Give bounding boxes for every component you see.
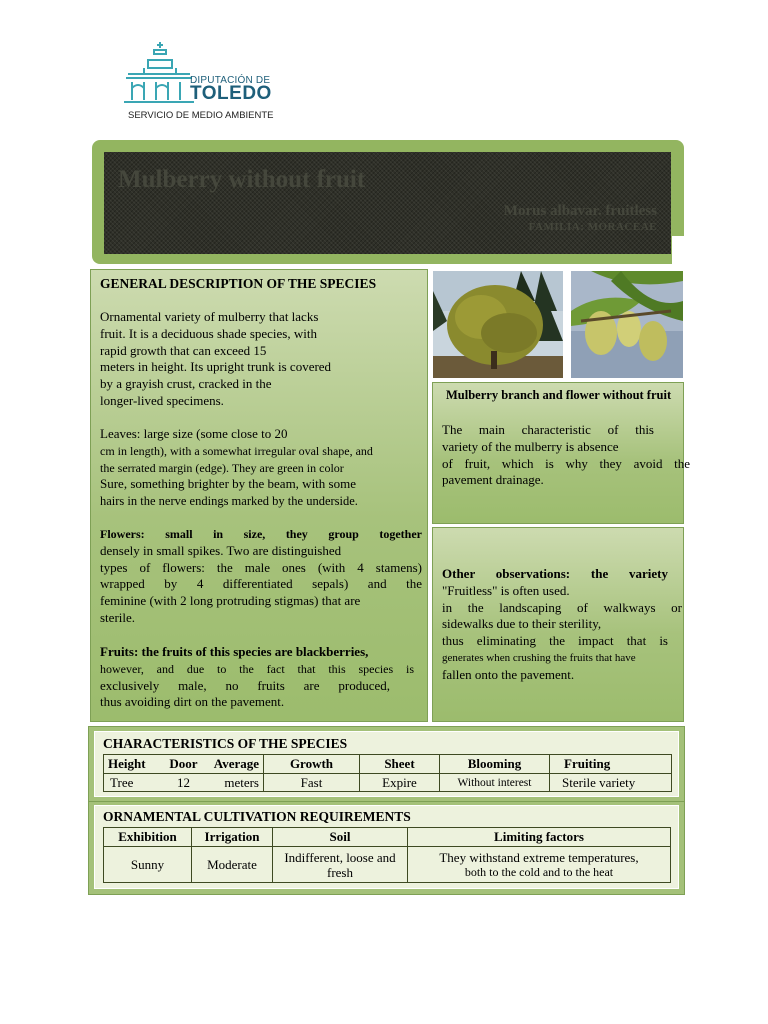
line: sterile. <box>100 609 136 625</box>
line: the serrated margin (edge). They are green in color <box>100 460 344 475</box>
description-intro <box>100 309 380 410</box>
header-cell: Sheet <box>360 755 440 774</box>
observations-text <box>442 566 690 684</box>
header-cell: Door <box>160 755 208 774</box>
observations-lead: Other observations: the variety <box>442 566 668 581</box>
line: wrapped by 4 differentiated sepals) and the <box>100 576 422 592</box>
branch-caption: Mulberry branch and flower without fruit <box>446 388 672 402</box>
line: generates when crushing the fruits that have <box>442 651 636 664</box>
line: "Fruitless" is often used. <box>442 582 570 598</box>
scientific-name: Morus albavar. fruitless <box>503 203 657 219</box>
header-cell: Fruiting <box>550 755 672 774</box>
flower-photo <box>571 271 683 378</box>
header-cell: Irrigation <box>192 828 273 847</box>
fruits-lead: Fruits: the fruits of this species are blackberries, <box>100 644 369 659</box>
description-flowers <box>100 526 422 627</box>
line: The main characteristic of this <box>442 422 654 437</box>
cell: Expire <box>360 774 440 792</box>
requirements-table <box>103 827 671 883</box>
line: longer-lived specimens. <box>100 392 224 408</box>
line: meters in height. Its upright trunk is covered <box>100 359 332 375</box>
line: exclusively male, no fruits are produced, <box>100 677 390 693</box>
header-cell: Height <box>104 755 160 774</box>
cell: Indifferent, loose and fresh <box>273 847 408 883</box>
cell: meters <box>208 774 264 792</box>
table-row <box>104 847 671 883</box>
cell: 12 <box>160 774 208 792</box>
line: in the landscaping of walkways or <box>442 599 682 615</box>
line: hairs in the nerve endings marked by the underside. <box>100 494 358 509</box>
tree-photo <box>433 271 563 378</box>
table-row <box>104 774 672 792</box>
line: cm in length), with a somewhat irregular oval shape, and <box>100 443 373 458</box>
line: rapid growth that can exceed 15 <box>100 342 267 358</box>
description-leaves <box>100 426 422 510</box>
family-name: FAMILIA: MORACEAE <box>528 221 657 233</box>
requirements-heading: ORNAMENTAL CULTIVATION REQUIREMENTS <box>103 809 411 824</box>
tree-photo-image <box>433 271 563 378</box>
header-cell: Exhibition <box>104 828 192 847</box>
line: pavement drainage. <box>442 472 544 488</box>
cell: Fast <box>264 774 360 792</box>
logo-name-line1: DIPUTACIÓN DE <box>190 75 271 86</box>
header-cell: Average <box>208 755 264 774</box>
line: They withstand extreme temperatures, <box>439 849 639 865</box>
description-heading: GENERAL DESCRIPTION OF THE SPECIES <box>100 276 377 291</box>
header-cell: Soil <box>273 828 408 847</box>
line: both to the cold and to the heat <box>464 864 614 879</box>
table-header-row <box>104 755 672 774</box>
description-fruits <box>100 644 422 711</box>
characteristics-table <box>103 754 672 792</box>
castle-icon <box>118 38 198 108</box>
page-title: Mulberry without fruit <box>118 166 366 193</box>
line: Sure, something brighter by the beam, with some <box>100 476 356 492</box>
line: by a grayish crust, cracked in the <box>100 376 272 392</box>
cell: Without interest <box>440 774 550 792</box>
line: fallen onto the pavement. <box>442 666 575 682</box>
cell: Tree <box>104 774 160 792</box>
line: Leaves: large size (some close to 20 <box>100 426 288 441</box>
line: feminine (with 2 long protruding stigmas) that are <box>100 593 361 609</box>
line: sidewalks due to their sterility, <box>442 616 602 632</box>
cell: Sunny <box>104 847 192 883</box>
header-cell: Growth <box>264 755 360 774</box>
line: thus avoiding dirt on the pavement. <box>100 694 285 710</box>
flowers-lead: Flowers: small in size, they group together <box>100 527 422 541</box>
header-cell: Limiting factors <box>408 828 671 847</box>
line: of fruit, which is why they avoid the <box>442 455 690 471</box>
header-cell: Blooming <box>440 755 550 774</box>
banner-notch <box>672 236 684 264</box>
logo-name-line2: TOLEDO <box>190 83 272 104</box>
cell: Moderate <box>192 847 273 883</box>
line: however, and due to the fact that this species is <box>100 661 414 676</box>
line: Ornamental variety of mulberry that lacks <box>100 309 319 324</box>
line: types of flowers: the male ones (with 4 stamens) <box>100 559 422 575</box>
line: densely in small spikes. Two are distinguished <box>100 542 342 558</box>
logo-service: SERVICIO DE MEDIO AMBIENTE <box>128 110 274 121</box>
line: fruit. It is a deciduous shade species, with <box>100 325 317 341</box>
line: thus eliminating the impact that is <box>442 633 668 649</box>
table-header-row <box>104 828 671 847</box>
line: variety of the mulberry is absence <box>442 438 619 454</box>
branch-text <box>442 422 690 489</box>
characteristics-heading: CHARACTERISTICS OF THE SPECIES <box>103 736 348 751</box>
cell-limiting-factors <box>408 847 671 883</box>
flower-photo-image <box>571 271 683 378</box>
cell: Sterile variety <box>550 774 672 792</box>
